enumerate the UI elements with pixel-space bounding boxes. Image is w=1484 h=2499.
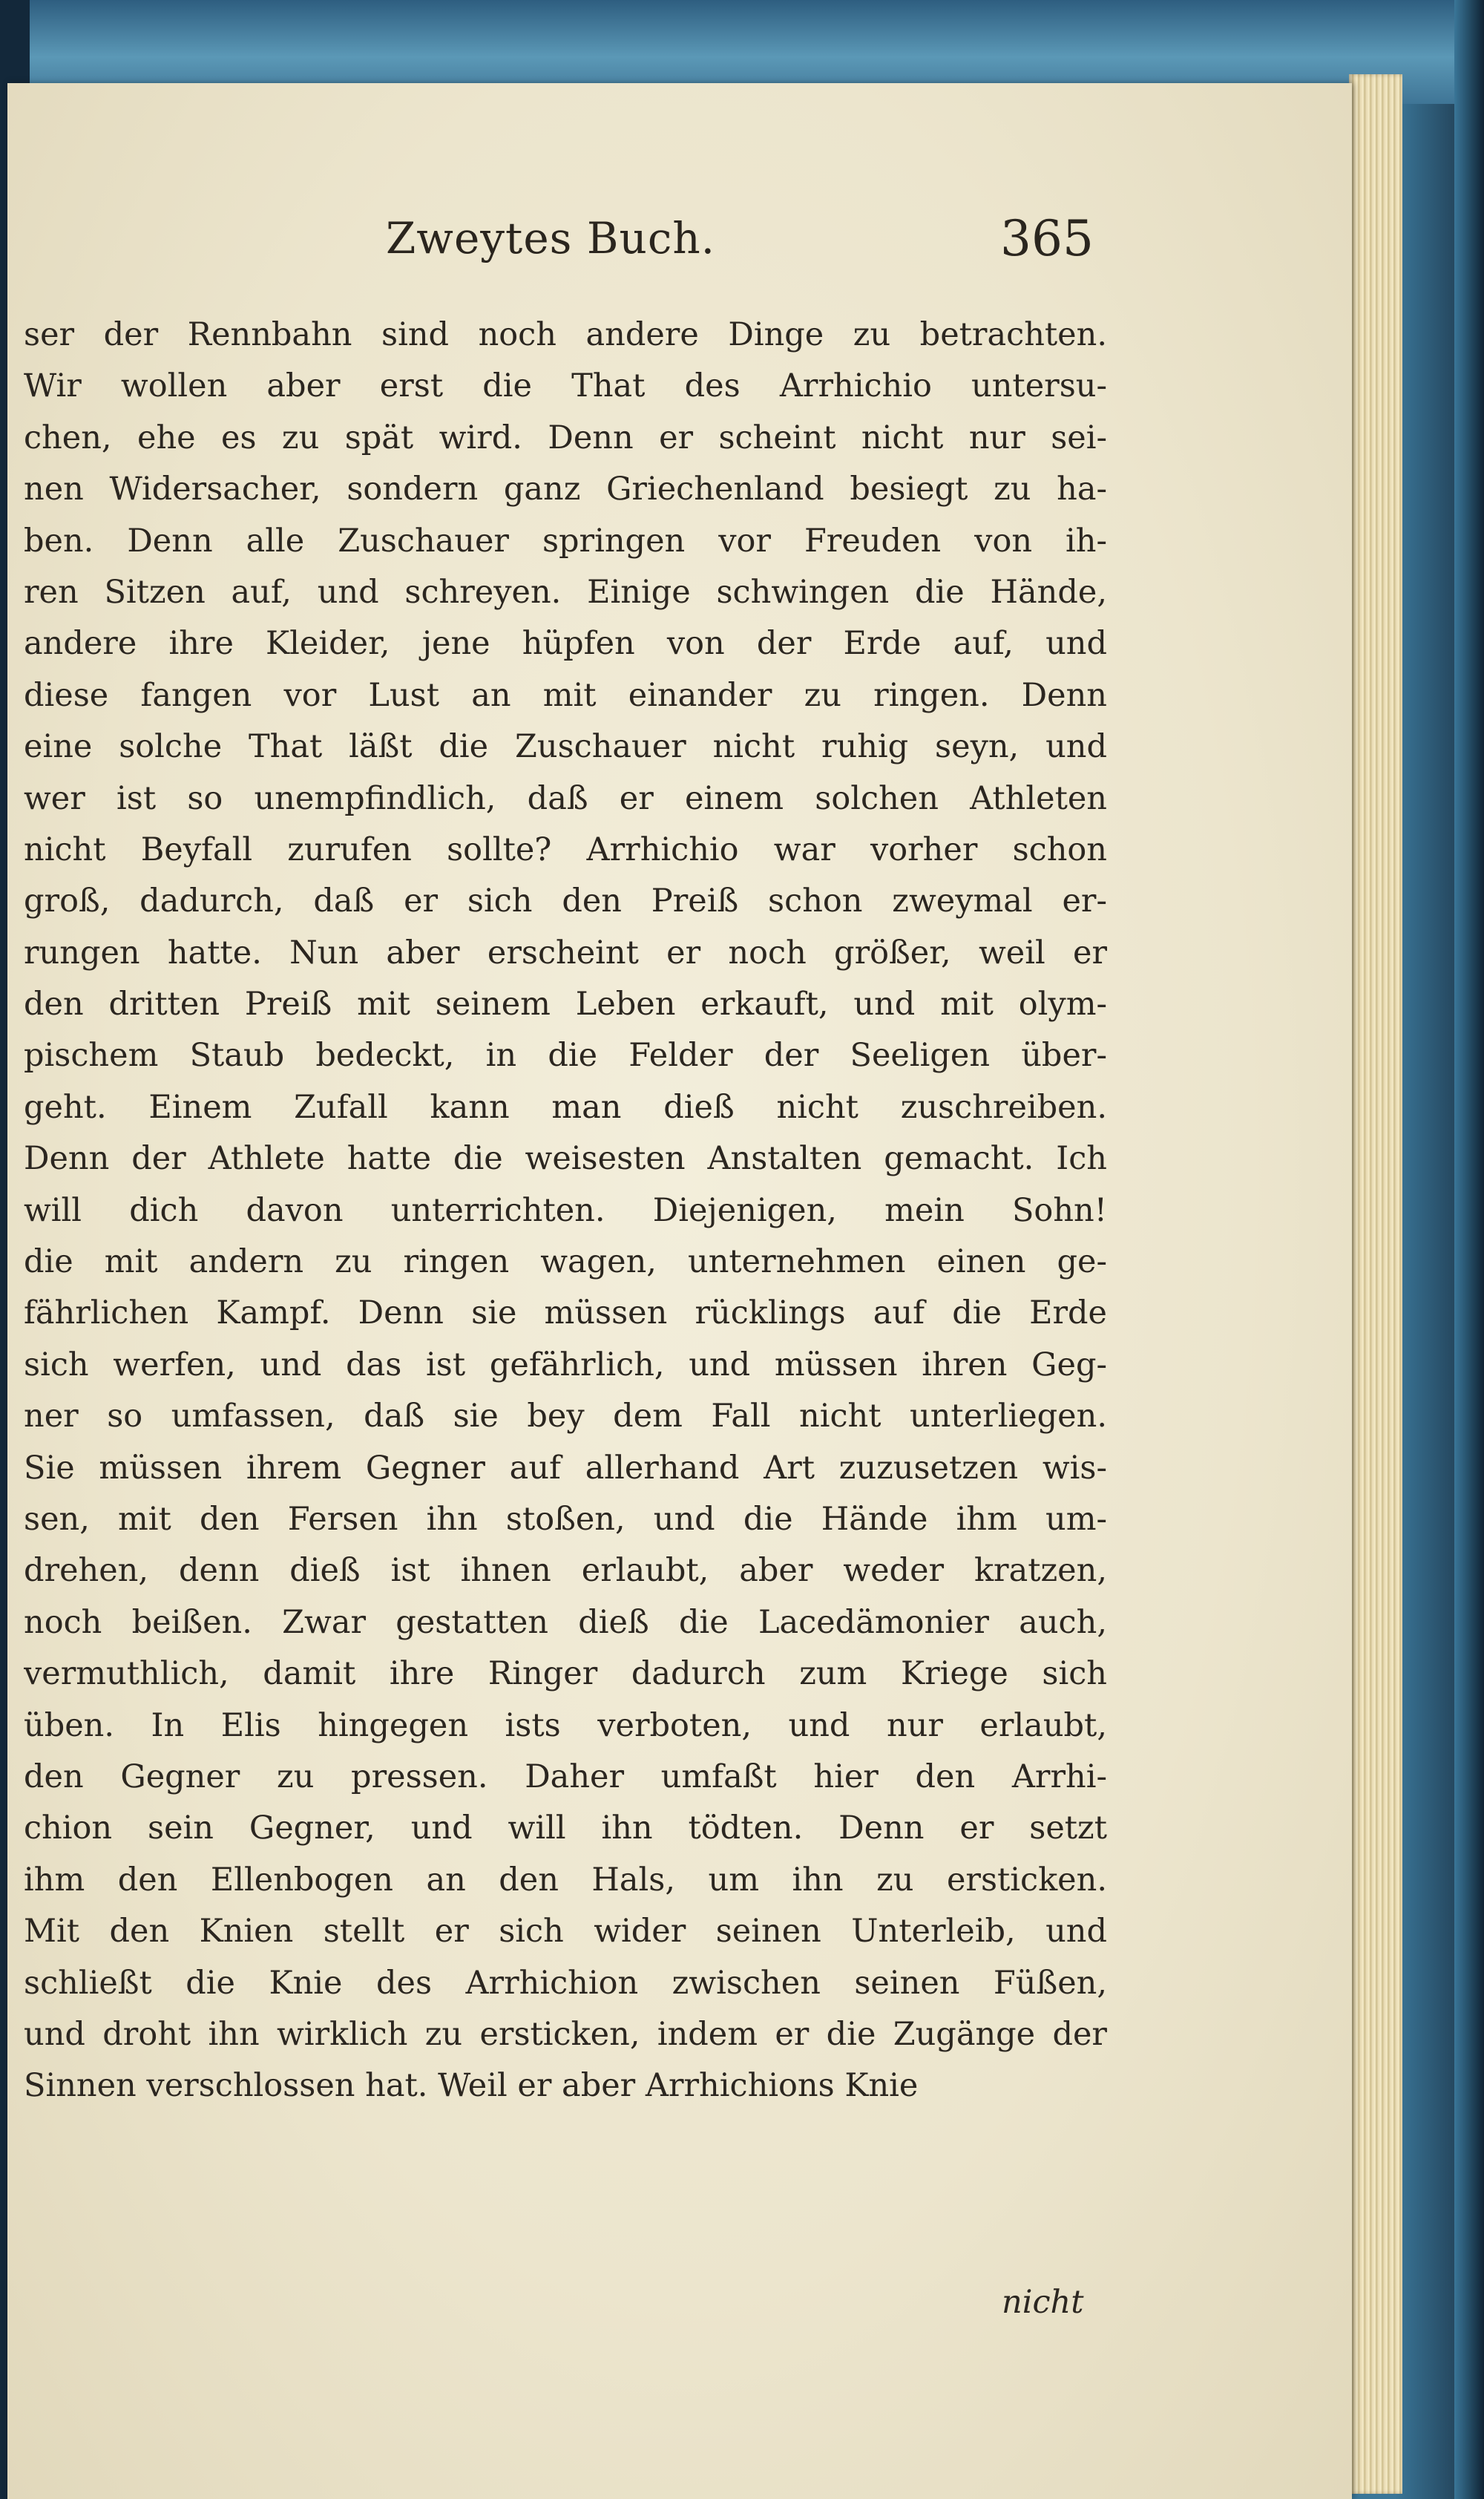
text-line: ren Sitzen auf, und schreyen. Einige schwingen die Hände, <box>24 573 1107 611</box>
text-line: und droht ihn wirklich zu ersticken, indem er die Zugänge der <box>24 2015 1107 2053</box>
text-line: groß, dadurch, daß er sich den Preiß schon zweymal er- <box>24 882 1107 920</box>
text-line: rungen hatte. Nun aber erscheint er noch größer, weil er <box>24 934 1107 972</box>
text-line: pischem Staub bedeckt, in die Felder der Seeligen über- <box>24 1037 1107 1075</box>
text-line: ben. Denn alle Zuschauer springen vor Freuden von ih- <box>24 522 1107 560</box>
text-line: den dritten Preiß mit seinem Leben erkauft, und mit olym- <box>24 986 1107 1023</box>
book-page <box>7 83 1352 2499</box>
text-line: wer ist so unempfindlich, daß er einem solchen Athleten <box>24 779 1107 817</box>
text-line: andere ihre Kleider, jene hüpfen von der Erde auf, und <box>24 625 1107 663</box>
text-line: noch beißen. Zwar gestatten dieß die Lacedämonier auch, <box>24 1603 1107 1641</box>
text-line: ser der Rennbahn sind noch andere Dinge zu betrachten. <box>24 316 1107 353</box>
running-head-title: Zweytes Buch. <box>386 213 716 263</box>
text-line: schließt die Knie des Arrhichion zwischen seinen Füßen, <box>24 1964 1107 2002</box>
text-line: Mit den Knien stellt er sich wider seinen Unterleib, und <box>24 1913 1107 1951</box>
page-number: 365 <box>1000 210 1094 267</box>
text-line: diese fangen vor Lust an mit einander zu ringen. Denn <box>24 676 1107 714</box>
text-line: chion sein Gegner, und will ihn tödten. Denn er setzt <box>24 1809 1107 1847</box>
running-head <box>7 210 1352 280</box>
text-line: Sinnen verschlossen hat. Weil er aber Arrhichions Knie <box>24 2067 919 2105</box>
text-line: Wir wollen aber erst die That des Arrhichio untersu- <box>24 367 1107 405</box>
text-line: Sie müssen ihrem Gegner auf allerhand Art zuzusetzen wis- <box>24 1449 1107 1487</box>
text-line: sen, mit den Fersen ihn stoßen, und die Hände ihm um- <box>24 1500 1107 1538</box>
body-text <box>24 309 1107 2112</box>
text-line: den Gegner zu pressen. Daher umfaßt hier den Arrhi- <box>24 1758 1107 1795</box>
text-line: ihm den Ellenbogen an den Hals, um ihn zu ersticken. <box>24 1861 1107 1899</box>
catchword: nicht <box>1002 2284 1084 2321</box>
text-line: ner so umfassen, daß sie bey dem Fall nicht unterliegen. <box>24 1398 1107 1435</box>
text-line: nicht Beyfall zurufen sollte? Arrhichio war vorher schon <box>24 831 1107 868</box>
text-line: will dich davon unterrichten. Diejenigen, mein Sohn! <box>24 1191 1107 1229</box>
text-line: sich werfen, und das ist gefährlich, und müssen ihren Geg- <box>24 1346 1107 1383</box>
text-line: die mit andern zu ringen wagen, unternehmen einen ge- <box>24 1243 1107 1281</box>
text-line: chen, ehe es zu spät wird. Denn er scheint nicht nur sei- <box>24 419 1107 456</box>
cover-right-edge <box>1454 0 1484 2499</box>
text-line: vermuthlich, damit ihre Ringer dadurch zum Kriege sich <box>24 1655 1107 1693</box>
text-line: eine solche That läßt die Zuschauer nicht ruhig seyn, und <box>24 728 1107 766</box>
text-line: drehen, denn dieß ist ihnen erlaubt, aber weder kratzen, <box>24 1552 1107 1590</box>
text-line: nen Widersacher, sondern ganz Griechenland besiegt zu ha- <box>24 471 1107 508</box>
text-line: üben. In Elis hingegen ists verboten, und nur erlaubt, <box>24 1706 1107 1744</box>
page-block-edges <box>1349 74 1402 2494</box>
text-line: fährlichen Kampf. Denn sie müssen rücklings auf die Erde <box>24 1294 1107 1332</box>
text-line: Denn der Athlete hatte die weisesten Anstalten gemacht. Ich <box>24 1140 1107 1178</box>
text-line: geht. Einem Zufall kann man dieß nicht zuschreiben. <box>24 1088 1107 1126</box>
